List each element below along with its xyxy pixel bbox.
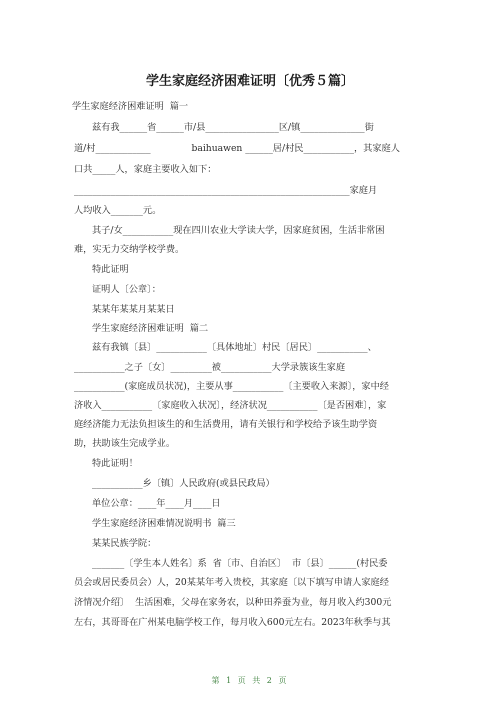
page-number: 第 1 页 共 2 页: [211, 676, 289, 685]
paragraph-line: ___________(家庭成员状况)，主要从事___________〔主要收入来源〕，家中经: [74, 381, 389, 392]
paragraph-line: 兹有我______省______市/县________________区/镇______________街: [92, 122, 374, 133]
section-heading-3: 学生家庭经济困难情况说明书 篇三: [92, 518, 236, 529]
paragraph-line: 济情况介绍〕 生活困难，父母在家务农，以种田养蚕为业，每月收入约300元: [74, 597, 392, 608]
paragraph-line: 证明人〔公章〕：: [92, 284, 161, 295]
document-title: 学生家庭经济困难证明〔优秀５篇〕: [145, 74, 354, 89]
paragraph-line: 某某民族学院：: [92, 538, 157, 549]
paragraph-line: 难，实无力交纳学校学费。: [74, 244, 185, 255]
paragraph-line: 济收入___________〔家庭收入状况〕，经济状况___________〔是否困难〕，家: [74, 400, 387, 411]
paragraph-line: ____________________________________________________________家庭月: [74, 185, 378, 196]
paragraph-line: 助，扶助该生完成学业。: [74, 438, 176, 449]
paragraph-line: 人均收入_______元。: [74, 205, 162, 216]
paragraph-line: _______〔学生本人姓名〕系 省〔市、自治区〕 市〔县〕______(村民委: [92, 558, 388, 569]
paragraph-line: 特此证明: [92, 264, 129, 275]
paragraph-line: 其子/女___________现在四川农业大学读大学，因家庭贫困，生活非常困: [92, 225, 385, 236]
paragraph-line: 某某年某某月某某日: [92, 304, 175, 315]
paragraph-line: 庭经济能力无法负担该生的和生活费用，请有关银行和学校给予该生助学资: [74, 419, 378, 430]
paragraph-line: 员会或居民委员会）人，20某某年考入贵校，其家庭〔以下填写申请人家庭经: [74, 577, 389, 588]
paragraph-line: 左右，其哥哥在广州某电脑学校工作，每月收入600元左右。2023年秋季与其: [74, 617, 391, 628]
paragraph-line: ___________乡〔镇〕人民政府(或县民政局）: [92, 478, 275, 489]
paragraph-line: 兹有我镇〔县〕___________〔具体地址〕村民〔居民〕___________、: [92, 342, 377, 353]
section-heading-2: 学生家庭经济困难证明 篇二: [92, 323, 209, 334]
paragraph-line: 口共_____人，家庭主要收入如下：: [74, 164, 217, 175]
paragraph-line: 单位公章：____年____月____日: [92, 498, 221, 509]
section-heading-1: 学生家庭经济困难证明 篇一: [72, 101, 189, 112]
paragraph-line: ___________之子〔女〕_________被___________大学录簇该生家庭: [74, 362, 346, 373]
paragraph-line: 特此证明！: [92, 458, 138, 469]
paragraph-line: 道/村____________ baihuawen ______居/村民___________，其家庭人: [74, 143, 400, 154]
